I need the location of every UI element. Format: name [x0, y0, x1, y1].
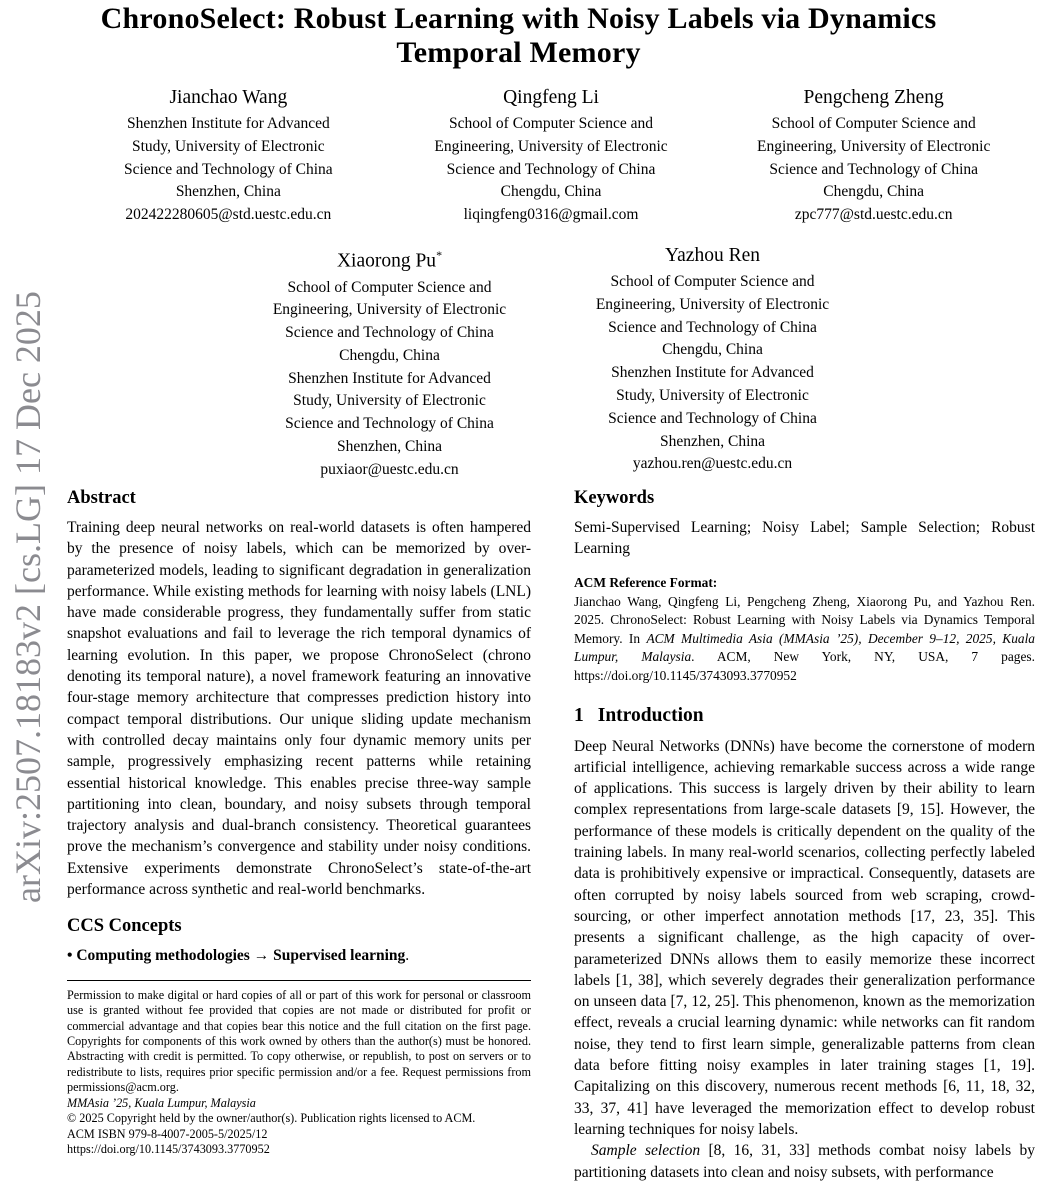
author-block-qingfeng-li	[390, 85, 713, 227]
authors-row-1	[67, 85, 1035, 227]
ccs-bullet: •	[67, 947, 77, 965]
author-affiliation-line: Science and Technology of China	[285, 324, 494, 342]
author-affiliation-line: Science and Technology of China	[446, 160, 656, 178]
author-name: Pengcheng Zheng	[803, 87, 944, 108]
corresponding-author-mark: *	[436, 248, 443, 262]
author-affiliation-line: Chengdu, China	[339, 346, 440, 364]
acm-ref-text	[574, 593, 1035, 686]
ccs-heading: CCS Concepts	[67, 916, 182, 937]
author-affiliation-line: Chengdu, China	[662, 341, 763, 359]
author-block-jianchao-wang	[67, 85, 390, 227]
ccs-concept-2: Supervised learning	[273, 947, 406, 965]
author-affiliation-line: Study, University of Electronic	[131, 137, 325, 155]
venue-line: MMAsia ’25, Kuala Lumpur, Malaysia	[67, 1095, 256, 1110]
author-affiliation-line: Study, University of Electronic	[293, 392, 486, 410]
author-affiliation-line: Chengdu, China	[823, 183, 925, 201]
author-affiliation-line: Shenzhen, China	[175, 183, 281, 201]
author-affiliation-line: Shenzhen Institute for Advanced	[288, 369, 491, 387]
author-affiliation-line: School of Computer Science and	[610, 273, 815, 290]
author-affiliation-line: School of Computer Science and	[448, 115, 654, 132]
doi-link[interactable]: https://doi.org/10.1145/3743093.3770952	[67, 1141, 270, 1156]
introduction-paragraph-2	[574, 1140, 1035, 1183]
author-block-xiaorong-pu	[228, 243, 551, 482]
author-block-pengcheng-zheng	[712, 85, 1035, 227]
author-name-text: Xiaorong Pu	[336, 250, 437, 272]
keywords-heading: Keywords	[574, 488, 655, 508]
introduction-paragraph-1: Deep Neural Networks (DNNs) have become the cornerstone of modern artificial intelligence, achieving remarkable success across a wide range of applications. This success is largely driven by their ability to learn complex representations from large-scale datasets [9, 15]. However, the performance of these models is critically dependent on the quality of the training labels. In many real-world scenarios, collecting perfectly labeled data is prohibitively expensive or impractical. Consequently, datasets are often corrupted by noisy labels sourced from web scraping, crowd-sourcing, or other imperfect annotation methods [17, 23, 35]. This presents a significant challenge, as the high capacity of over-parameterized DNNs allows them to easily memorize these incorrect labels [1, 38], which severely degrades their generalization performance on unseen data [7, 12, 25]. This phenomenon, known as the memorization effect, reveals a crucial learning dynamic: while networks can fit random noise, they tend to first learn simple, generalizable patterns from clean data before fitting noisy examples in later training stages [1, 19]. Capitalizing on this discovery, numerous recent methods [6, 11, 18, 32, 33, 37, 41] have leveraged the memorization effect to develop robust learning techniques for noisy labels.	[574, 737, 1035, 1138]
acm-ref-doi-link[interactable]: https://doi.org/10.1145/3743093.3770952	[574, 667, 797, 683]
copyright-line: © 2025 Copyright held by the owner/author(s). Publication rights licensed to ACM.	[67, 1111, 476, 1126]
introduction-paragraph-2-rest: [8, 16, 31, 33] methods combat noisy labels by partitioning datasets into clean and noisy subsets, with performance	[574, 1142, 1035, 1181]
author-affiliation-line: Chengdu, China	[500, 183, 602, 201]
sample-selection-italic: Sample selection	[591, 1142, 701, 1160]
author-affiliation-line: Engineering, University of Electronic	[272, 301, 507, 319]
acm-ref-part3: . ACM, New York, NY, USA, 7 pages.	[691, 649, 1035, 665]
paper-title	[0, 2, 1037, 70]
ccs-arrow: →	[249, 947, 274, 965]
author-affiliation-line: School of Computer Science and	[771, 115, 976, 132]
author-affiliation-line: Study, University of Electronic	[616, 386, 809, 404]
author-affiliation-line: Engineering, University of Electronic	[595, 295, 830, 313]
author-affiliation-line: Science and Technology of China	[285, 415, 494, 433]
right-column	[574, 487, 1035, 1183]
author-email[interactable]: 202422280605@std.uestc.edu.cn	[125, 206, 332, 224]
introduction-heading	[574, 704, 1035, 728]
arxiv-watermark: arXiv:2507.18183v2 [cs.LG] 17 Dec 2025	[8, 291, 48, 903]
author-name: Jianchao Wang	[169, 87, 288, 108]
abstract-heading: Abstract	[67, 488, 136, 508]
author-affiliation-line: Engineering, University of Electronic	[757, 137, 991, 155]
keywords-text: Semi-Supervised Learning; Noisy Label; Sample Selection; Robust Learning	[574, 519, 1035, 558]
author-affiliation-line: Science and Technology of China	[608, 318, 817, 336]
author-affiliation-line: Shenzhen, China	[659, 432, 766, 450]
section-number: 1	[574, 704, 584, 726]
ccs-concept-1: Computing methodologies	[76, 947, 250, 965]
authors-row-2	[67, 243, 1035, 482]
author-name	[228, 243, 551, 274]
author-block-yazhou-ren	[551, 243, 874, 482]
permission-text: Permission to make digital or hard copies of all or part of this work for personal or classroom use is granted without fee provided that copies are not made or distributed for profit or commercial advantage and that copies bear this notice and the full citation on the first page. Copyrights for components of this work owned by others than the author(s) must be honored. Abstracting with credit is permitted. To copy otherwise, or republish, to post on servers or to redistribute to lists, requires prior specific permission and/or a fee. Request permissions from permissions@acm.org.	[67, 987, 531, 1095]
acm-ref-part1: Jianchao Wang, Qingfeng Li, Pengcheng Zheng, Xiaorong Pu, and Yazhou Ren. 2025. ChronoSelect: Robust Learning with Noisy Labels via Dynamics Temporal Memory. In	[574, 593, 1035, 646]
paper-title-line1: ChronoSelect: Robust Learning with Noisy Labels via Dynamics	[100, 2, 937, 35]
paper-title-line2: Temporal Memory	[396, 36, 641, 69]
author-affiliation-line: Shenzhen Institute for Advanced	[611, 364, 814, 382]
author-email[interactable]: yazhou.ren@uestc.edu.cn	[632, 455, 793, 473]
copyright-footnote	[67, 980, 531, 1157]
author-email[interactable]: zpc777@std.uestc.edu.cn	[794, 206, 953, 224]
author-affiliation-line: Science and Technology of China	[769, 160, 979, 178]
author-affiliation-line: Science and Technology of China	[123, 160, 333, 178]
acm-ref-heading: ACM Reference Format:	[574, 574, 718, 590]
left-column	[67, 487, 531, 1157]
section-title: Introduction	[597, 704, 704, 726]
abstract-text: Training deep neural networks on real-world datasets is often hampered by the presence of noisy labels, which can be memorized by over-parameterized models, leading to significant degradation in generalization performance. While existing methods for learning with noisy labels (LNL) have made considerable progress, they fundamentally suffer from static snapshot evaluations and fail to leverage the rich temporal dynamics of learning evolution. In this paper, we propose ChronoSelect (chrono denoting its temporal nature), a novel framework featuring an innovative four-stage memory architecture that compresses prediction history into compact temporal distributions. Our unique sliding update mechanism with controlled decay maintains only four dynamic memory units per sample, progressively emphasizing recent patterns while retaining essential historical knowledge. This enables precise three-way sample partitioning into clean, boundary, and noisy subsets through temporal trajectory analysis and dual-branch consistency. Theoretical guarantees prove the mechanism’s convergence and stability under noisy conditions. Extensive experiments demonstrate ChronoSelect’s state-of-the-art performance across synthetic and real-world benchmarks.	[67, 519, 531, 899]
ccs-concepts-line	[67, 945, 531, 967]
author-name: Qingfeng Li	[503, 87, 599, 108]
author-affiliation-line: Science and Technology of China	[608, 409, 817, 427]
author-email[interactable]: puxiaor@uestc.edu.cn	[320, 460, 459, 478]
isbn-line: ACM ISBN 979-8-4007-2005-5/2025/12	[67, 1126, 268, 1141]
author-affiliation-line: Shenzhen Institute for Advanced	[126, 115, 330, 132]
author-email[interactable]: liqingfeng0316@gmail.com	[463, 206, 639, 224]
author-affiliation-line: Shenzhen, China	[336, 438, 443, 456]
author-affiliation-line: Engineering, University of Electronic	[434, 137, 668, 155]
ccs-period: .	[405, 947, 410, 965]
acm-ref-venue-italic: ACM Multimedia Asia (MMAsia ’25), December 9–12, 2025, Kuala Lumpur, Malaysia	[574, 630, 1035, 665]
author-affiliation-line: School of Computer Science and	[287, 278, 492, 296]
author-name: Yazhou Ren	[665, 245, 760, 266]
